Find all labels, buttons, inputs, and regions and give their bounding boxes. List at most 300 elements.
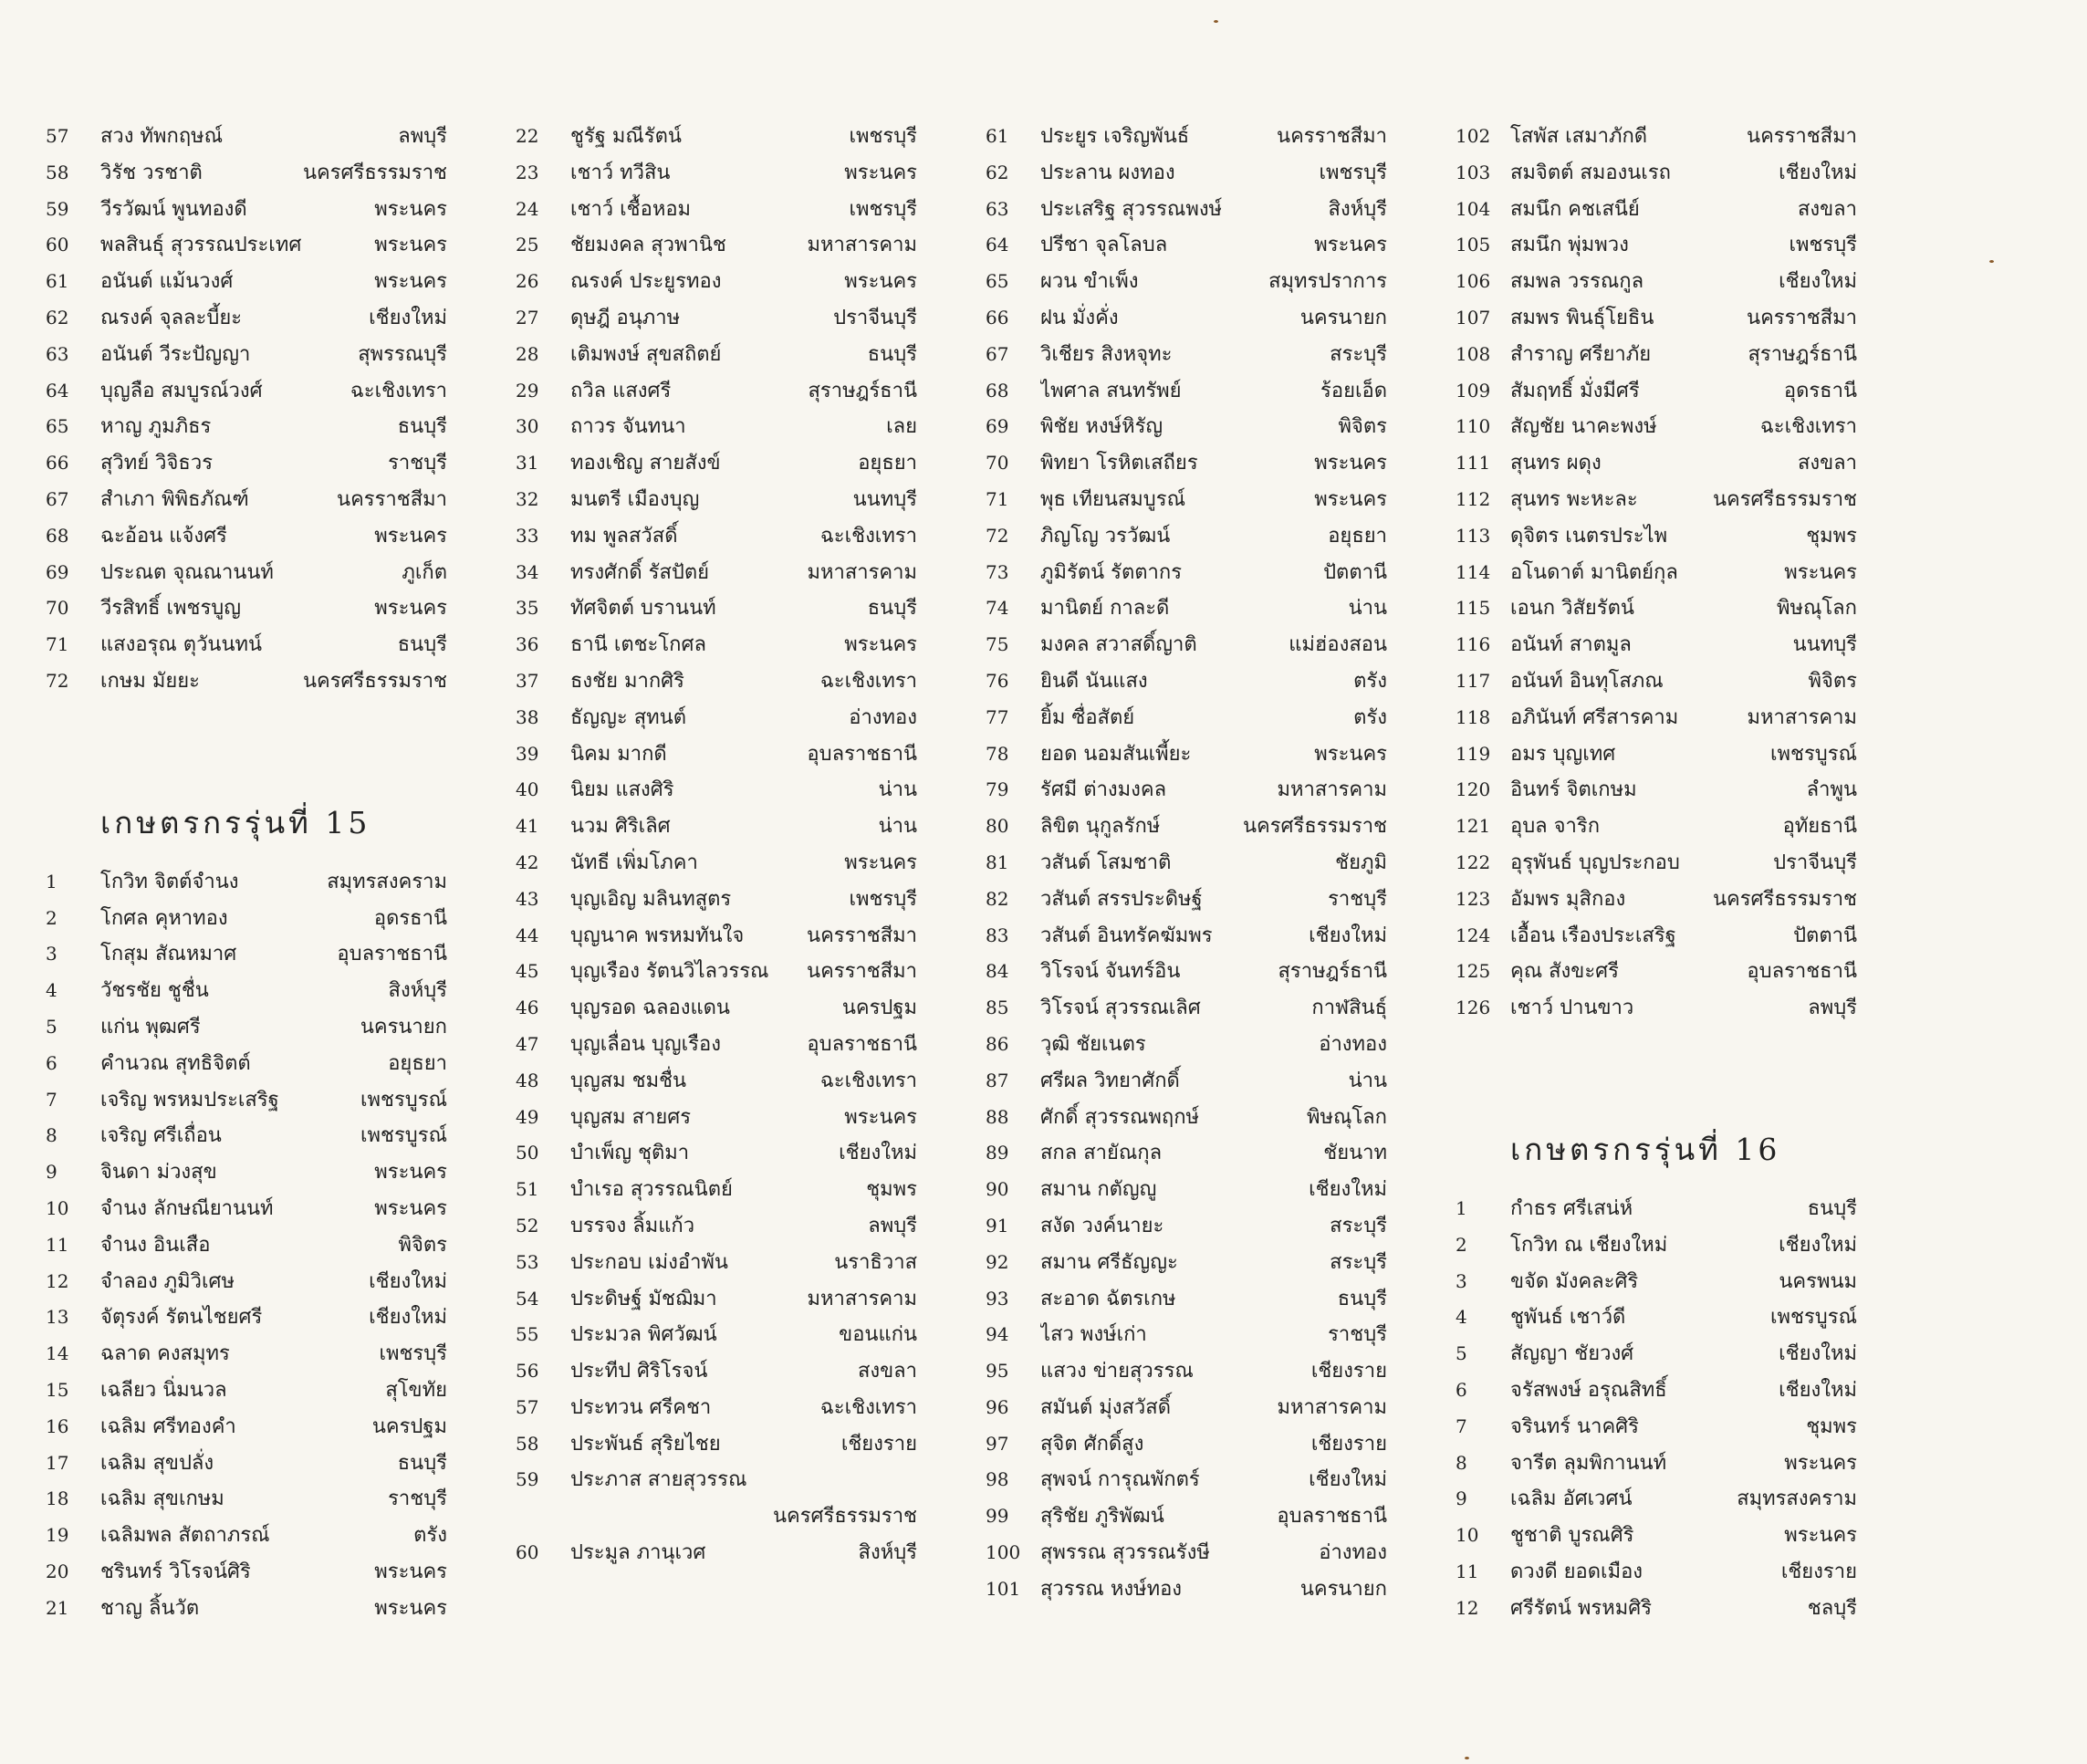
- list-item: [516, 300, 917, 337]
- province: ปราจีนบุรี: [833, 306, 917, 329]
- item-number: 49: [516, 1105, 539, 1128]
- province: นนทบุรี: [1792, 633, 1857, 657]
- province: นครนายก: [360, 1015, 447, 1039]
- item-number: 45: [516, 960, 539, 983]
- province: สมุทรสงคราม: [1737, 1487, 1857, 1511]
- paper-speck: [1989, 260, 1994, 263]
- list-item: [1456, 918, 1857, 955]
- member-name: บรรจง ลิ้มแก้ว: [570, 1214, 695, 1237]
- province: นครศรีธรรมราช: [1242, 815, 1387, 839]
- list-item: [516, 1063, 917, 1100]
- member-name: จำนง ลักษณียานนท์: [100, 1196, 274, 1220]
- list-item: [46, 973, 447, 1009]
- item-number: 69: [986, 415, 1009, 438]
- province: พระนคร: [844, 633, 917, 657]
- province: พระนคร: [1784, 560, 1857, 584]
- item-number: 23: [516, 161, 539, 183]
- member-name: ประภาส สายสุวรรณ: [570, 1468, 747, 1492]
- province: ธนบุรี: [1337, 1287, 1387, 1310]
- list-item: [46, 409, 447, 445]
- member-name: วีรวัฒน์ พูนทองดี: [100, 197, 247, 221]
- item-number: 117: [1456, 669, 1491, 692]
- member-name: ผวน ขำเพ็ง: [1040, 270, 1139, 294]
- province: มหาสารคาม: [807, 1287, 917, 1310]
- item-number: 82: [986, 887, 1009, 910]
- member-name: นวม ศิริเลิศ: [570, 815, 671, 839]
- item-number: 57: [516, 1395, 539, 1418]
- province: น่าน: [878, 815, 917, 839]
- list-item: [1456, 590, 1857, 627]
- member-name: ภิญโญ วรวัฒน์: [1040, 524, 1171, 548]
- list-item: [986, 227, 1387, 264]
- province: เชียงราย: [840, 1432, 917, 1456]
- province: สุราษฎร์ธานี: [1278, 960, 1387, 984]
- member-name: ทม พูลสวัสดิ์: [570, 524, 678, 548]
- member-name: เฉลิมพล สัตถาภรณ์: [100, 1524, 270, 1548]
- list-item: [1456, 1518, 1857, 1554]
- item-number: 86: [986, 1032, 1009, 1055]
- list-item: [986, 1571, 1387, 1608]
- list-item: [46, 300, 447, 337]
- section-heading-16: เกษตรกรรุ่นที่ 16: [1510, 1131, 1781, 1167]
- list-item: [1456, 1227, 1857, 1264]
- member-name: เอื้อน เรืองประเสริฐ: [1510, 924, 1676, 947]
- member-name: เฉลิม สุขเกษม: [100, 1487, 224, 1511]
- province: ชลบุรี: [1807, 1596, 1857, 1620]
- province: ปัตตานี: [1323, 560, 1387, 584]
- province: เลย: [886, 415, 917, 439]
- province: เชียงราย: [1780, 1560, 1857, 1583]
- item-number: 61: [46, 270, 69, 293]
- list-item: [986, 990, 1387, 1027]
- member-name: สมนึก คชเสนีย์: [1510, 197, 1640, 221]
- list-item: [516, 1390, 917, 1426]
- list-item: [46, 482, 447, 518]
- province: นครศรีธรรมราช: [772, 1505, 917, 1529]
- item-number: 32: [516, 487, 539, 510]
- member-name: ประกอบ เม่งอำพัน: [570, 1250, 728, 1274]
- item-number: 87: [986, 1069, 1009, 1091]
- item-number: 101: [986, 1577, 1021, 1600]
- list-item: [46, 337, 447, 373]
- list-item: [46, 1300, 447, 1336]
- province: พระนคร: [844, 270, 917, 294]
- list-item: [1456, 482, 1857, 518]
- member-name: สุวิทย์ วิจิธวร: [100, 452, 214, 475]
- item-number: 60: [46, 234, 69, 256]
- member-name: พุธ เทียนสมบูรณ์: [1040, 487, 1185, 511]
- province: อยุธยา: [1328, 524, 1387, 548]
- member-name: บำเพ็ญ ชุติมา: [570, 1142, 690, 1165]
- list-item: [516, 1245, 917, 1281]
- list-item: [46, 1591, 447, 1627]
- item-number: 17: [46, 1451, 69, 1474]
- list-item: [46, 1046, 447, 1082]
- member-name: เฉลิม อัศเวศน์: [1510, 1487, 1633, 1511]
- list-item: [1456, 227, 1857, 264]
- list-item: [986, 555, 1387, 591]
- list-item: [516, 845, 917, 882]
- province: พิษณุโลก: [1306, 1105, 1387, 1129]
- list-item: [516, 882, 917, 918]
- member-name: สมพร พินธุ์โยธิน: [1510, 306, 1654, 329]
- province: นครราชสีมา: [807, 960, 917, 984]
- province: พระนคร: [374, 1596, 447, 1620]
- province: อยุธยา: [388, 1051, 447, 1075]
- province: พระนคร: [844, 1105, 917, 1129]
- list-item: [46, 192, 447, 228]
- member-name: ชูรัฐ มณีรัตน์: [570, 125, 682, 148]
- list-item: [1456, 119, 1857, 155]
- list-item: [46, 264, 447, 300]
- list-item: [46, 1191, 447, 1227]
- province: พระนคร: [374, 524, 447, 548]
- item-number: 113: [1456, 524, 1491, 547]
- province: เชียงใหม่: [1779, 1233, 1857, 1257]
- list-item: [986, 772, 1387, 809]
- member-name: สัญญา ชัยวงศ์: [1510, 1342, 1634, 1366]
- list-item: [516, 1426, 917, 1463]
- list-item: [516, 555, 917, 591]
- item-number: 89: [986, 1142, 1009, 1164]
- member-name: นิคม มากดี: [570, 742, 667, 766]
- province: ลพบุรี: [868, 1214, 917, 1237]
- member-name: วสันต์ อินทรัคฆัมพร: [1040, 924, 1213, 947]
- member-name: ณรงค์ จุลละบี้ยะ: [100, 306, 243, 329]
- member-name: นัทธี เพิ่มโภคา: [570, 851, 698, 874]
- list-item: [986, 1353, 1387, 1390]
- province: เชียงราย: [1310, 1432, 1387, 1456]
- province: เพชรบูรณ์: [1770, 742, 1857, 766]
- province: มหาสารคาม: [807, 560, 917, 584]
- item-number: 91: [986, 1214, 1009, 1237]
- province: อุดรธานี: [373, 906, 447, 930]
- member-name: แก่น พุฒศรี: [100, 1015, 201, 1039]
- item-number: 4: [1456, 1306, 1467, 1329]
- member-name: ดุษฎี อนุภาษ: [570, 306, 681, 329]
- province: เชียงใหม่: [1779, 1342, 1857, 1366]
- member-name: แสวง ข่ายสุวรรณ: [1040, 1360, 1194, 1383]
- province: พระนคร: [1314, 452, 1387, 475]
- province: สระบุรี: [1330, 1250, 1387, 1274]
- item-number: 63: [46, 342, 69, 365]
- province: พระนคร: [374, 270, 447, 294]
- list-item: [986, 192, 1387, 228]
- list-item: [46, 590, 447, 627]
- item-number: 22: [516, 125, 539, 147]
- province: ชุมพร: [1806, 1414, 1857, 1438]
- list-item: [46, 663, 447, 700]
- province: ราชบุรี: [388, 452, 447, 475]
- province: อุบลราชธานี: [337, 943, 447, 966]
- item-number: 103: [1456, 161, 1491, 183]
- member-name: เจริญ ศรีเถื่อน: [100, 1124, 222, 1148]
- province: สระบุรี: [1330, 342, 1387, 366]
- member-name: ชูพันธ์ เชาว์ดี: [1510, 1306, 1626, 1330]
- item-number: 36: [516, 633, 539, 656]
- member-name: พิชัย หงษ์หิรัญ: [1040, 415, 1164, 439]
- column-4: [1456, 119, 1857, 1626]
- member-name: ไสว พงษ์เก่า: [1040, 1323, 1147, 1347]
- province: เชียงใหม่: [1779, 161, 1857, 184]
- item-number: 9: [46, 1161, 57, 1184]
- list-item: [986, 736, 1387, 773]
- member-name: ประมูล ภานุเวศ: [570, 1541, 706, 1565]
- list-item: [986, 482, 1387, 518]
- list-item: [986, 337, 1387, 373]
- member-name: สุวรรณ หงษ์ทอง: [1040, 1577, 1183, 1601]
- province: น่าน: [1348, 597, 1387, 621]
- list-item: [516, 627, 917, 663]
- province: เชียงใหม่: [1309, 1468, 1387, 1492]
- member-name: เจริญ พรหมประเสริฐ: [100, 1088, 279, 1112]
- item-number: 58: [516, 1432, 539, 1455]
- member-name: โสพัส เสมาภักดี: [1510, 125, 1648, 148]
- list-item: [46, 227, 447, 264]
- member-name: วิเชียร สิงหจุทะ: [1040, 342, 1173, 366]
- member-name: บุญเอิญ มลินทสูตร: [570, 887, 732, 911]
- member-name: วิโรจน์ จันทร์อิน: [1040, 960, 1181, 984]
- list-item: [986, 119, 1387, 155]
- member-name: สมจิตต์ สมองนเรถ: [1510, 161, 1671, 184]
- item-number: 57: [46, 125, 69, 147]
- item-number: 112: [1456, 487, 1491, 510]
- province: ฉะเชิงเทรา: [819, 1395, 917, 1419]
- member-name: เกษม มัยยะ: [100, 669, 200, 693]
- member-name: เชาว์ เชื้อหอม: [570, 197, 692, 221]
- province: ชัยภูมิ: [1335, 851, 1387, 874]
- item-number: 21: [46, 1596, 69, 1619]
- member-name: อัมพร มุสิกอง: [1510, 887, 1626, 911]
- list-item: [46, 1264, 447, 1300]
- item-number: 24: [516, 197, 539, 220]
- section-heading-15: เกษตรกรรุ่นที่ 15: [100, 804, 371, 840]
- item-number: 15: [46, 1378, 69, 1401]
- list-item: [516, 518, 917, 555]
- list-item: [46, 1446, 447, 1482]
- item-number: 7: [46, 1088, 57, 1111]
- province: เชียงราย: [1310, 1360, 1387, 1383]
- item-number: 46: [516, 997, 539, 1019]
- list-item: [46, 1409, 447, 1446]
- list-item: [46, 627, 447, 663]
- member-name: จินดา ม่วงสุข: [100, 1161, 217, 1185]
- province: นครราชสีมา: [337, 487, 447, 511]
- province: พระนคร: [374, 1161, 447, 1185]
- item-number: 35: [516, 597, 539, 620]
- member-name: ชรินทร์ วิโรจน์ศิริ: [100, 1560, 251, 1583]
- item-number: 58: [46, 161, 69, 183]
- province: พิจิตร: [398, 1233, 447, 1257]
- province: พระนคร: [374, 197, 447, 221]
- province: ธนบุรี: [867, 342, 917, 366]
- item-number: 59: [46, 197, 69, 220]
- item-number: 122: [1456, 851, 1491, 873]
- item-number: 77: [986, 705, 1009, 728]
- item-number: 85: [986, 997, 1009, 1019]
- member-name: ขจัด มังคละศิริ: [1510, 1269, 1639, 1293]
- list-item: [1456, 627, 1857, 663]
- province: นครนายก: [1299, 1577, 1387, 1601]
- item-number: 105: [1456, 234, 1491, 256]
- province: ชุมพร: [866, 1178, 917, 1202]
- list-item: [986, 918, 1387, 955]
- list-item: [46, 555, 447, 591]
- member-name: ประมวล พิศวัฒน์: [570, 1323, 717, 1347]
- province: ตรัง: [1353, 705, 1387, 729]
- province: พระนคร: [374, 1196, 447, 1220]
- item-number: 93: [986, 1287, 1009, 1310]
- province: เพชรบุรี: [1319, 161, 1387, 184]
- province: พระนคร: [1314, 487, 1387, 511]
- item-number: 34: [516, 560, 539, 583]
- member-name: จำลอง ภูมิวิเศษ: [100, 1269, 235, 1293]
- province: เชียงใหม่: [369, 1269, 447, 1293]
- item-number: 99: [986, 1505, 1009, 1528]
- list-item: [986, 300, 1387, 337]
- member-name: สำราญ ศรียาภัย: [1510, 342, 1652, 366]
- member-name: จารีต ลุมพิกานนท์: [1510, 1451, 1667, 1475]
- province: เชียงใหม่: [1309, 1178, 1387, 1202]
- province: พระนคร: [844, 161, 917, 184]
- province: พระนคร: [1314, 742, 1387, 766]
- member-name: กำธร ศรีเสน่ห์: [1510, 1196, 1633, 1220]
- member-name: สุนทร ผดุง: [1510, 452, 1602, 475]
- province: ฉะเชิงเทรา: [819, 669, 917, 693]
- province: ราชบุรี: [388, 1487, 447, 1511]
- province: นครศรีธรรมราช: [302, 669, 447, 693]
- list-item: [1456, 1591, 1857, 1627]
- province: นครปฐม: [841, 997, 917, 1020]
- member-name: ศรีผล วิทยาศักดิ์: [1040, 1069, 1180, 1092]
- province: ขอนแก่น: [839, 1323, 917, 1347]
- member-name: โกวิท จิตต์จำนง: [100, 870, 239, 893]
- item-number: 97: [986, 1432, 1009, 1455]
- list-item: [986, 1172, 1387, 1208]
- item-number: 84: [986, 960, 1009, 983]
- member-name: ถวิล แสงศรี: [570, 379, 672, 402]
- list-item: [1456, 555, 1857, 591]
- item-number: 108: [1456, 342, 1491, 365]
- list-item: [1456, 192, 1857, 228]
- member-name: ธงชัย มากศิริ: [570, 669, 684, 693]
- member-list: [46, 864, 447, 1627]
- item-number: 63: [986, 197, 1009, 220]
- member-name: วิโรจน์ สุวรรณเลิศ: [1040, 997, 1201, 1020]
- member-list: [1456, 1191, 1857, 1627]
- member-name: วัชรชัย ชูชื่น: [100, 979, 209, 1003]
- item-number: 79: [986, 778, 1009, 801]
- province: นครราชสีมา: [807, 924, 917, 947]
- list-item: [986, 1426, 1387, 1463]
- item-number: 38: [516, 705, 539, 728]
- member-name: โกวิท ณ เชียงใหม่: [1510, 1233, 1668, 1257]
- item-number: 114: [1456, 560, 1491, 583]
- item-number: 43: [516, 887, 539, 910]
- member-name: วุฒิ ชัยเนตร: [1040, 1032, 1146, 1056]
- column-2: [516, 119, 917, 1571]
- list-item: [46, 119, 447, 155]
- item-number: 65: [46, 415, 69, 438]
- member-name: เฉลิม ศรีทองคำ: [100, 1414, 236, 1438]
- item-number: 14: [46, 1342, 69, 1365]
- list-item: [516, 990, 917, 1027]
- province: เพชรบูรณ์: [360, 1124, 447, 1148]
- list-item: [986, 1535, 1387, 1571]
- province: สุพรรณบุรี: [358, 342, 447, 366]
- province: เชียงใหม่: [1309, 924, 1387, 947]
- item-number: 33: [516, 524, 539, 547]
- province: อุบลราชธานี: [807, 742, 917, 766]
- province: สมุทรปราการ: [1268, 270, 1387, 294]
- province: ราชบุรี: [1328, 1323, 1387, 1347]
- province: ลพบุรี: [398, 125, 447, 148]
- list-item: [516, 1281, 917, 1318]
- item-number: 70: [46, 597, 69, 620]
- province: เพชรบุรี: [849, 197, 917, 221]
- list-item: [516, 1353, 917, 1390]
- list-item: [1456, 445, 1857, 482]
- province: นครศรีธรรมราช: [1712, 887, 1857, 911]
- list-item: [1456, 772, 1857, 809]
- item-number: 88: [986, 1105, 1009, 1128]
- member-name: อมร บุญเทศ: [1510, 742, 1616, 766]
- item-number: 62: [46, 306, 69, 329]
- province: ราชบุรี: [1328, 887, 1387, 911]
- province: พิจิตร: [1808, 669, 1857, 693]
- list-item: [1456, 1336, 1857, 1373]
- list-item: [516, 1172, 917, 1208]
- member-name: จัตุรงค์ รัตนไชยศรี: [100, 1306, 263, 1330]
- list-item: [986, 1317, 1387, 1353]
- member-name: ประยูร เจริญพันธ์: [1040, 125, 1190, 148]
- member-name: ศักดิ์ สุวรรณพฤกษ์: [1040, 1105, 1200, 1129]
- item-number: 90: [986, 1178, 1009, 1201]
- list-item: [516, 954, 917, 990]
- item-number: 69: [46, 560, 69, 583]
- item-number: 8: [46, 1124, 57, 1147]
- member-name: ชัยมงคล สุวพานิช: [570, 234, 726, 257]
- province: พระนคร: [374, 234, 447, 257]
- province: เชียงใหม่: [369, 306, 447, 329]
- member-name: ประทีป ศิริโรจน์: [570, 1360, 708, 1383]
- item-number: 71: [46, 633, 69, 656]
- province: นนทบุรี: [852, 487, 917, 511]
- province: อุบลราชธานี: [1747, 960, 1857, 984]
- paper-speck: [1465, 1757, 1469, 1759]
- member-name: อนันท์ สาตมูล: [1510, 633, 1632, 657]
- item-number: 42: [516, 851, 539, 873]
- list-item: [46, 155, 447, 192]
- item-number: 81: [986, 851, 1009, 873]
- province: นครราชสีมา: [1277, 125, 1387, 148]
- list-item: [516, 445, 917, 482]
- item-number: 125: [1456, 960, 1491, 983]
- list-item: [986, 445, 1387, 482]
- list-item: [986, 845, 1387, 882]
- item-number: 66: [46, 452, 69, 475]
- member-name: ทองเชิญ สายสังข์: [570, 452, 721, 475]
- list-item: [986, 1135, 1387, 1172]
- list-item: [46, 864, 447, 901]
- member-name: วิรัช วรชาติ: [100, 161, 203, 184]
- province: สงขลา: [1797, 452, 1857, 475]
- item-number: 65: [986, 270, 1009, 293]
- list-item: [986, 1100, 1387, 1136]
- item-number: 70: [986, 452, 1009, 475]
- item-number: 68: [986, 379, 1009, 402]
- province: อุบลราชธานี: [807, 1032, 917, 1056]
